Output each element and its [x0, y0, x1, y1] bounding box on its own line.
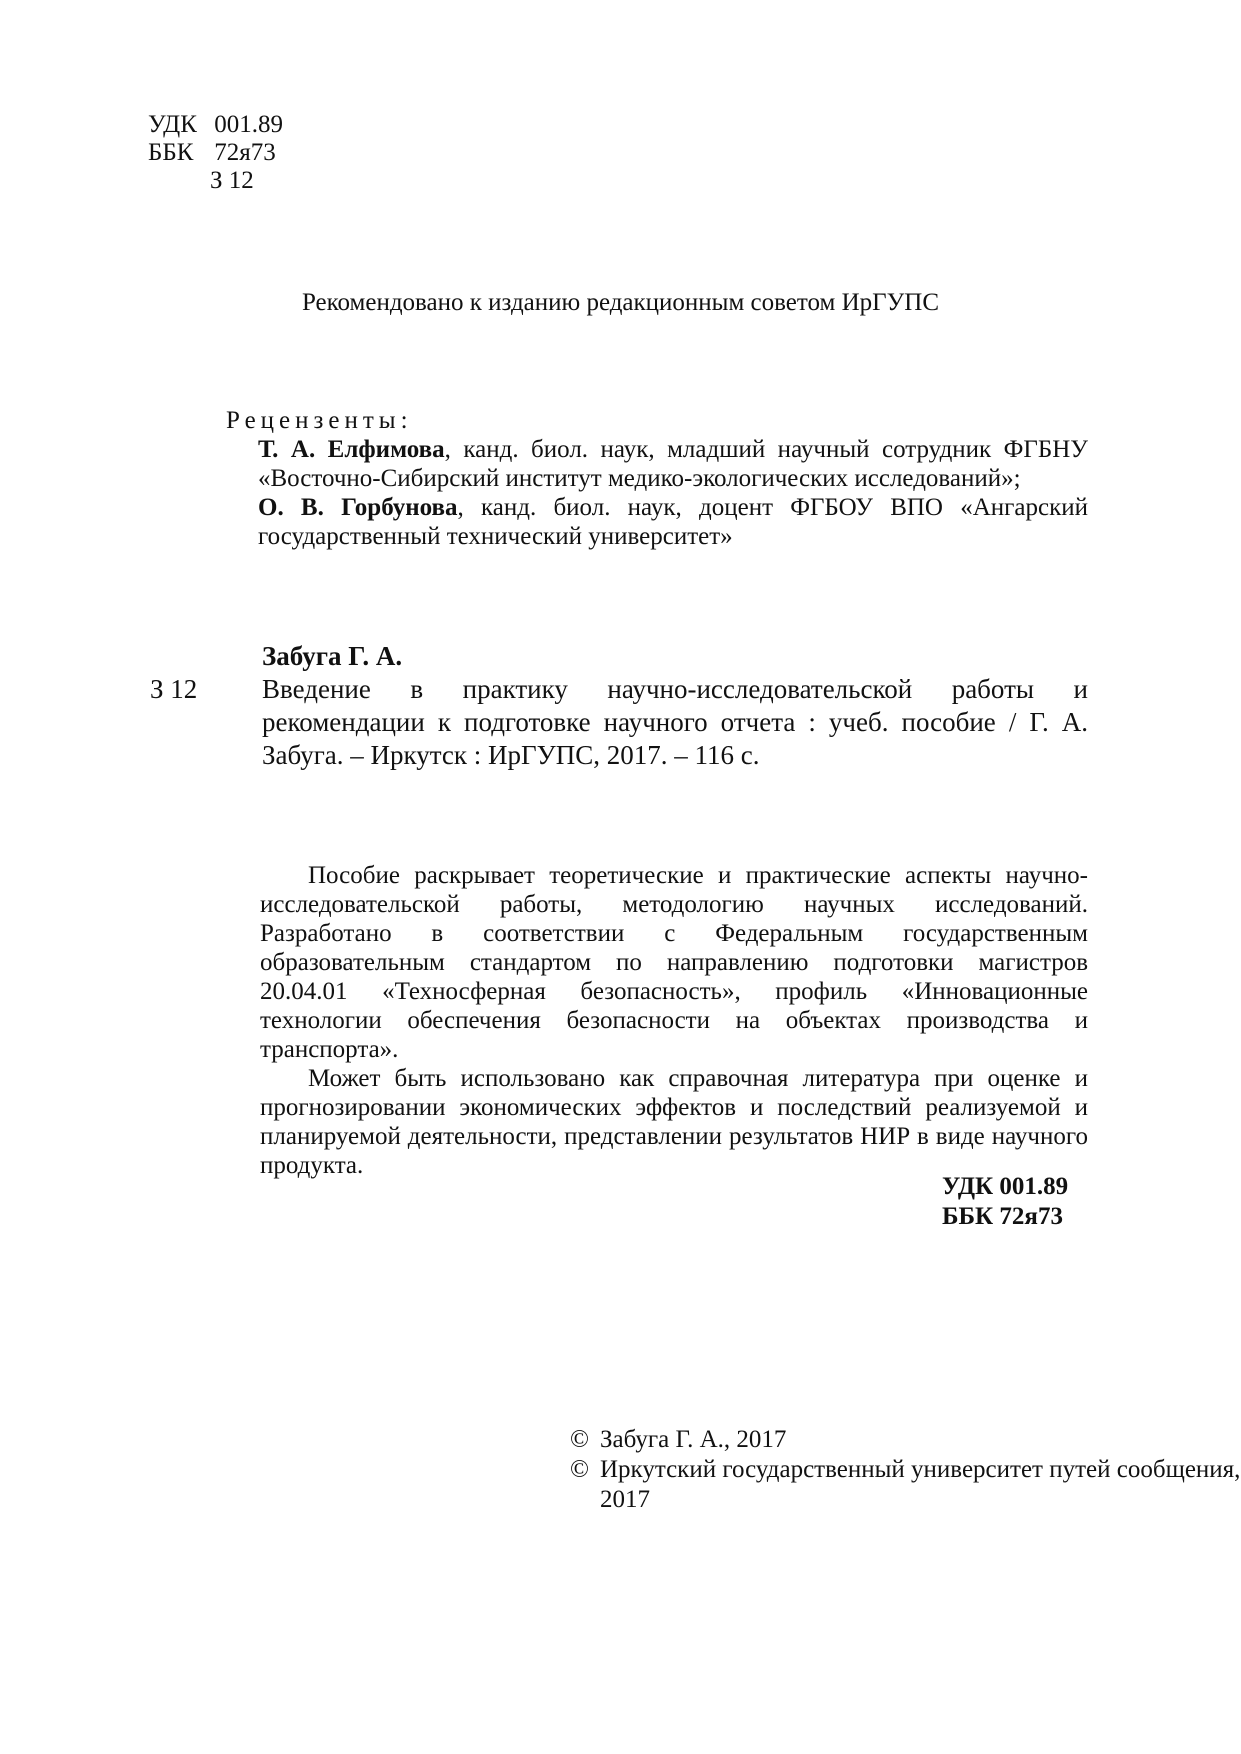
reviewer-2: [226, 493, 1088, 551]
reviewer-1: [226, 435, 1088, 493]
book-code: З 12: [150, 674, 198, 704]
author-mark: З 12: [210, 167, 254, 194]
reviewers-title: Рецензенты:: [226, 407, 413, 434]
recommendation-line: Рекомендовано к изданию редакционным советом ИрГУПС: [301, 289, 940, 316]
copyright-author-text: Забуга Г. А., 2017: [600, 1426, 787, 1453]
abstract-paragraph-2: Может быть использовано как справочная литература при оценке и прогнозировании экономических эффектов и последствий реализуемой и планируемой деятельности, представлении результатов НИР в виде научного продукта.: [260, 1065, 1088, 1179]
udk-code: УДК 001.89: [942, 1173, 1069, 1200]
bbk-label: ББК: [148, 139, 194, 166]
bbk-code: ББК 72я73: [942, 1203, 1063, 1230]
bbk-value: 72я73: [214, 139, 276, 166]
copyright-university-text: Иркутский государственный университет путей сообщения, 2017: [600, 1456, 1241, 1513]
classification-codes: [942, 1172, 1068, 1232]
abstract: [260, 861, 1088, 1180]
udk-value: 001.89: [214, 111, 283, 138]
reviewer-2-name: О. В. Горбунова: [258, 494, 458, 521]
bbk-row: [148, 139, 283, 167]
copyright-author: [570, 1425, 1241, 1455]
udk-row: [148, 111, 283, 139]
udk-label: УДК: [148, 111, 197, 138]
copyright-sign-1: ©: [570, 1426, 589, 1453]
copyright-university: [570, 1455, 1241, 1515]
reviewer-1-name: Т. А. Елфимова: [258, 436, 445, 463]
abstract-paragraph-1: Пособие раскрывает теоретические и практические аспекты научно-исследовательской работы, методологию научных исследований. Разработано в соответствии с Федеральным государственным образовательным стандартом по направлению подготовки магистров 20.04.01 «Техносферная безопасность», профиль «Инновационные технологии обеспечения безопасности на объектах производства и транспорта».: [260, 862, 1088, 1063]
reviewer-1-details: , канд. биол. наук, младший научный сотрудник ФГБНУ «Восточно-Сибирский институт медико-экологических исследований»;: [258, 436, 1088, 492]
reviewers-block: [226, 406, 1088, 551]
bibliographic-record: [150, 640, 1088, 772]
book-description: Введение в практику научно-исследовательской работы и рекомендации к подготовке научного отчета : учеб. пособие / Г. А. Забуга. – Иркутск : ИрГУПС, 2017. – 116 с.: [262, 674, 1088, 770]
copyright-sign-2: ©: [570, 1456, 589, 1483]
copyright-block: [570, 1425, 1241, 1515]
book-entry: [150, 673, 1088, 772]
book-author: Забуга Г. А.: [262, 641, 403, 671]
bibliographic-codes: [148, 111, 283, 195]
reviewer-2-details: , канд. биол. наук, доцент ФГБОУ ВПО «Ангарский государственный технический университет»: [258, 494, 1088, 550]
